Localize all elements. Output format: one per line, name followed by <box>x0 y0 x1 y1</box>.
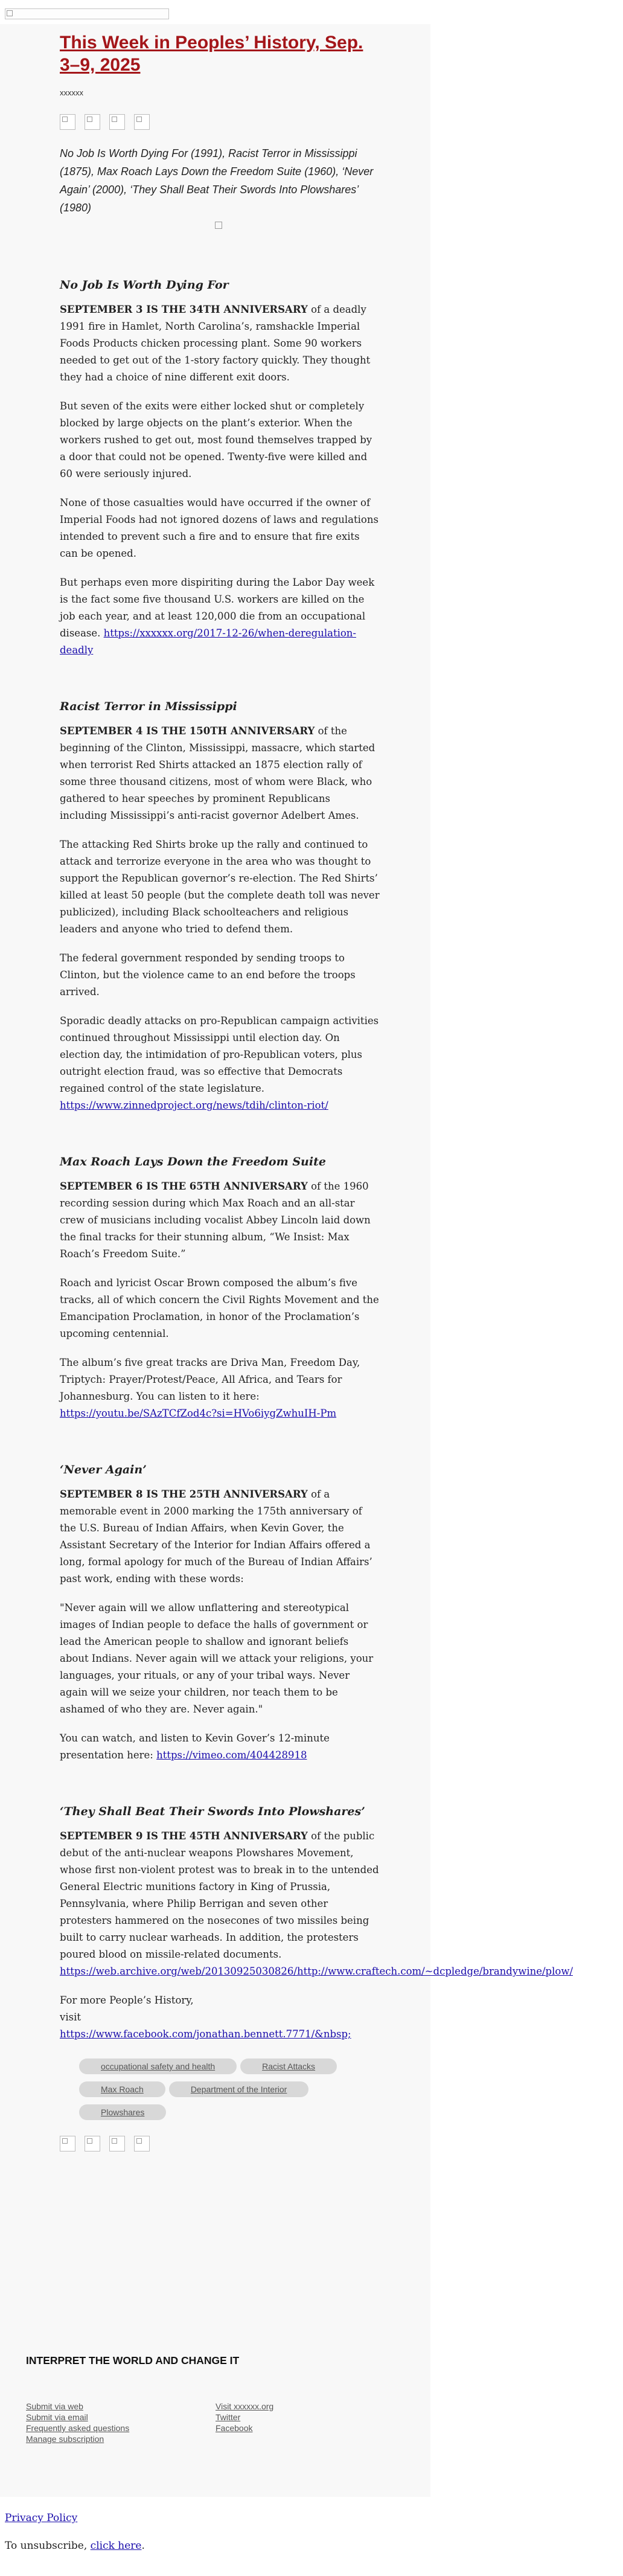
section-paragraph <box>60 301 380 386</box>
source-link[interactable]: https://xxxxxx.org/2017-12-26/when-deregulation-deadly <box>60 627 356 656</box>
anniversary-lead: SEPTEMBER 4 IS THE 150TH ANNIVERSARY <box>60 725 315 737</box>
section-paragraph <box>60 1828 573 1980</box>
source-link[interactable]: https://youtu.be/SAzTCfZod4c?si=HVo6iygZwhuIH-Pm <box>60 1408 337 1419</box>
submit-email-link[interactable]: Submit via email <box>26 2412 88 2422</box>
footer-links-right <box>216 2401 273 2433</box>
article-section <box>60 1463 380 1764</box>
more-line-2: visit <box>60 2011 81 2023</box>
broken-image-icon <box>112 117 117 122</box>
unsubscribe-end: . <box>141 2540 145 2552</box>
broken-image-icon <box>136 117 142 122</box>
section-paragraph: Roach and lyricist Oscar Brown composed the album’s five tracks, all of which concern the Civil Rights Movement and the Emancipation Proclamation, in honor of the Proclamation’s upcoming centennial. <box>60 1277 379 1339</box>
privacy-policy-link[interactable]: Privacy Policy <box>5 2512 78 2524</box>
share-icon-4[interactable] <box>134 114 150 130</box>
source-link[interactable]: https://vimeo.com/404428918 <box>156 1749 307 1761</box>
anniversary-lead: SEPTEMBER 6 IS THE 65TH ANNIVERSARY <box>60 1181 308 1192</box>
twitter-link[interactable]: Twitter <box>216 2412 241 2422</box>
tag-pill[interactable]: Max Roach <box>79 2081 165 2097</box>
share-icon-2[interactable] <box>85 114 100 130</box>
section-paragraph <box>60 1013 380 1114</box>
anniversary-lead: SEPTEMBER 3 IS THE 34TH ANNIVERSARY <box>60 304 308 315</box>
section-paragraph: The federal government responded by sending troops to Clinton, but the violence came to an end before the troops arrived. <box>60 952 356 998</box>
tag-pill[interactable]: Racist Attacks <box>240 2059 337 2074</box>
source-link[interactable]: https://www.zinnedproject.org/news/tdih/clinton-riot/ <box>60 1100 328 1111</box>
tag-pill[interactable]: occupational safety and health <box>79 2059 237 2074</box>
article-section <box>60 1805 573 2043</box>
share-row-top <box>60 114 380 130</box>
hero-image-broken-icon <box>215 222 222 229</box>
broken-image-icon <box>87 2138 92 2144</box>
share-icon-1[interactable] <box>60 114 75 130</box>
article-section <box>60 1155 380 1422</box>
article-summary: No Job Is Worth Dying For (1991), Racist Terror in Mississippi (1875), Max Roach Lays Down the Freedom Suite (1960), ‘Never Again’ (2000), ‘They Shall Beat Their Swords Into Plowshares’ (1980) <box>60 147 374 214</box>
share-icon-4[interactable] <box>134 2136 150 2151</box>
paragraph-text: of a deadly 1991 fire in Hamlet, North Carolina’s, ramshackle Imperial Foods Products chicken processing plant. Some 90 workers needed to get out of the 1-story factory quickly. They thought they had a choice of nine different exit doors. <box>60 304 371 383</box>
section-paragraph <box>60 1486 380 1588</box>
privacy-policy <box>5 2512 77 2524</box>
facebook-footer-link[interactable]: Facebook <box>216 2423 253 2433</box>
manage-subscription-link[interactable]: Manage subscription <box>26 2434 104 2444</box>
section-paragraph <box>60 574 380 659</box>
paragraph-text: But perhaps even more dispiriting during the Labor Day week is the fact some five thousand U.S. workers are killed on the job each year, and at least 120,000 die from an occupational disease. <box>60 577 375 639</box>
unsubscribe-line <box>5 2540 145 2552</box>
section-title: Max Roach Lays Down the Freedom Suite <box>60 1155 326 1168</box>
section-paragraph <box>60 1730 380 1764</box>
newsletter-column <box>0 24 573 2497</box>
faq-link[interactable]: Frequently asked questions <box>26 2423 130 2433</box>
section-paragraph: None of those casualties would have occurred if the owner of Imperial Foods had not ignored dozens of laws and regulations intended to prevent such a fire and to ensure that fire exits can be opened. <box>60 497 379 559</box>
paragraph-text: Sporadic deadly attacks on pro-Republican campaign activities continued throughout Mississippi until election day. On election day, the intimidation of pro-Republican voters, plus outright election fraud, was so effective that Democrats regained control of the state legislature. <box>60 1015 379 1094</box>
quote-paragraph: "Never again will we allow unflattering and stereotypical images of Indian people to deface the halls of government or lead the American people to shallow and ignorant beliefs about Indians. Never again will we attack your religions, your languages, your rituals, or any of your tribal ways. Never again will we seize your children, nor teach them to be ashamed of who they are. Never again." <box>60 1602 374 1715</box>
share-row-bottom <box>60 2136 380 2151</box>
broken-image-icon <box>62 2138 68 2144</box>
unsubscribe-link[interactable]: click here <box>90 2540 142 2552</box>
section-paragraph <box>60 723 380 824</box>
header-banner-image <box>5 8 169 19</box>
section-title: No Job Is Worth Dying For <box>60 278 229 292</box>
article-section <box>60 700 380 1114</box>
author-name: xxxxxx <box>60 88 83 97</box>
section-paragraph: But seven of the exits were either locked shut or completely blocked by large objects on the plant’s exterior. When the workers rushed to get out, most found themselves trapped by a door that could not be opened. Twenty-five were killed and 60 were seriously injured. <box>60 400 372 479</box>
page-title[interactable]: This Week in Peoples’ History, Sep. 3–9, 2025 <box>60 33 363 75</box>
footer-links-left <box>26 2401 129 2444</box>
section-paragraph: The attacking Red Shirts broke up the rally and continued to attack and terrorize everyone in the area who was thought to support the Republican governor’s re-election. The Red Shirts’ killed at least 50 people (but the complete death toll was never publicized), including Black schoolteachers and religious leaders and anyone who tried to defend them. <box>60 839 380 935</box>
anniversary-lead: SEPTEMBER 9 IS THE 45TH ANNIVERSARY <box>60 1830 308 1842</box>
tag-list <box>79 2059 363 2127</box>
section-title: ‘They Shall Beat Their Swords Into Plowshares’ <box>60 1805 365 1818</box>
share-icon-2[interactable] <box>85 2136 100 2151</box>
facebook-link[interactable]: https://www.facebook.com/jonathan.bennett.7771/&nbsp; <box>60 2028 351 2040</box>
section-title: ‘Never Again’ <box>60 1463 147 1476</box>
paragraph-text: of the 1960 recording session during which Max Roach and an all-star crew of musicians including vocalist Abbey Lincoln laid down the final tracks for their stunning album, “We Insist: Max Roach’s Freedom Suite.” <box>60 1181 371 1260</box>
share-icon-3[interactable] <box>109 114 125 130</box>
paragraph-text: of the beginning of the Clinton, Mississippi, massacre, which started when terrorist Red Shirts attacked an 1875 election rally of some three thousand citizens, most of whom were Black, who gathered to hear speeches by prominent Republicans including Mississippi’s anti-racist governor Adelbert Ames. <box>60 725 375 821</box>
share-icon-3[interactable] <box>109 2136 125 2151</box>
paragraph-text: The album’s five great tracks are Driva Man, Freedom Day, Triptych: Prayer/Protest/Peace, All Africa, and Tears for Johannesburg. You can listen to it here: <box>60 1357 360 1402</box>
paragraph-text: You can watch, and listen to Kevin Gover’s 12-minute presentation here: <box>60 1732 330 1761</box>
unsubscribe-text: To unsubscribe, <box>5 2540 91 2552</box>
footer-title: INTERPRET THE WORLD AND CHANGE IT <box>26 2354 240 2366</box>
paragraph-text: of the public debut of the anti-nuclear weapons Plowshares Movement, whose first non-violent protest was to break in to the untended General Electric munitions factory in King of Prussia, Pennsylvania, where Philip Berrigan and seven other protesters hammered on the nosecones of two missiles being built to carry nuclear warheads. In addition, the protesters poured blood on missile-related documents. <box>60 1830 379 1960</box>
more-line-1: For more People’s History, <box>60 1994 194 2006</box>
share-icon-1[interactable] <box>60 2136 75 2151</box>
source-link[interactable]: https://web.archive.org/web/20130925030826/http://www.craftech.com/~dcpledge/brandywine/plow/ <box>60 1966 573 1977</box>
article-section <box>60 278 380 659</box>
section-paragraph <box>60 1354 380 1422</box>
broken-image-icon <box>7 10 13 16</box>
broken-image-icon <box>112 2138 117 2144</box>
visit-site-link[interactable]: Visit xxxxxx.org <box>216 2401 274 2411</box>
section-title: Racist Terror in Mississippi <box>60 700 237 713</box>
section-paragraph <box>60 1178 380 1263</box>
broken-image-icon <box>136 2138 142 2144</box>
broken-image-icon <box>87 117 92 122</box>
more-history-paragraph <box>60 1992 380 2043</box>
paragraph-text: of a memorable event in 2000 marking the 175th anniversary of the U.S. Bureau of Indian Affairs, when Kevin Gover, the Assistant Secretary of the Interior for Indian Affairs offered a long, formal apology for much of the Bureau of Indian Affairs’ past work, ending with these words: <box>60 1488 372 1584</box>
tag-pill[interactable]: Department of the Interior <box>169 2081 309 2097</box>
submit-web-link[interactable]: Submit via web <box>26 2401 83 2411</box>
tag-pill[interactable]: Plowshares <box>79 2104 166 2120</box>
anniversary-lead: SEPTEMBER 8 IS THE 25TH ANNIVERSARY <box>60 1488 308 1500</box>
broken-image-icon <box>62 117 68 122</box>
newsletter-content <box>60 31 573 2151</box>
